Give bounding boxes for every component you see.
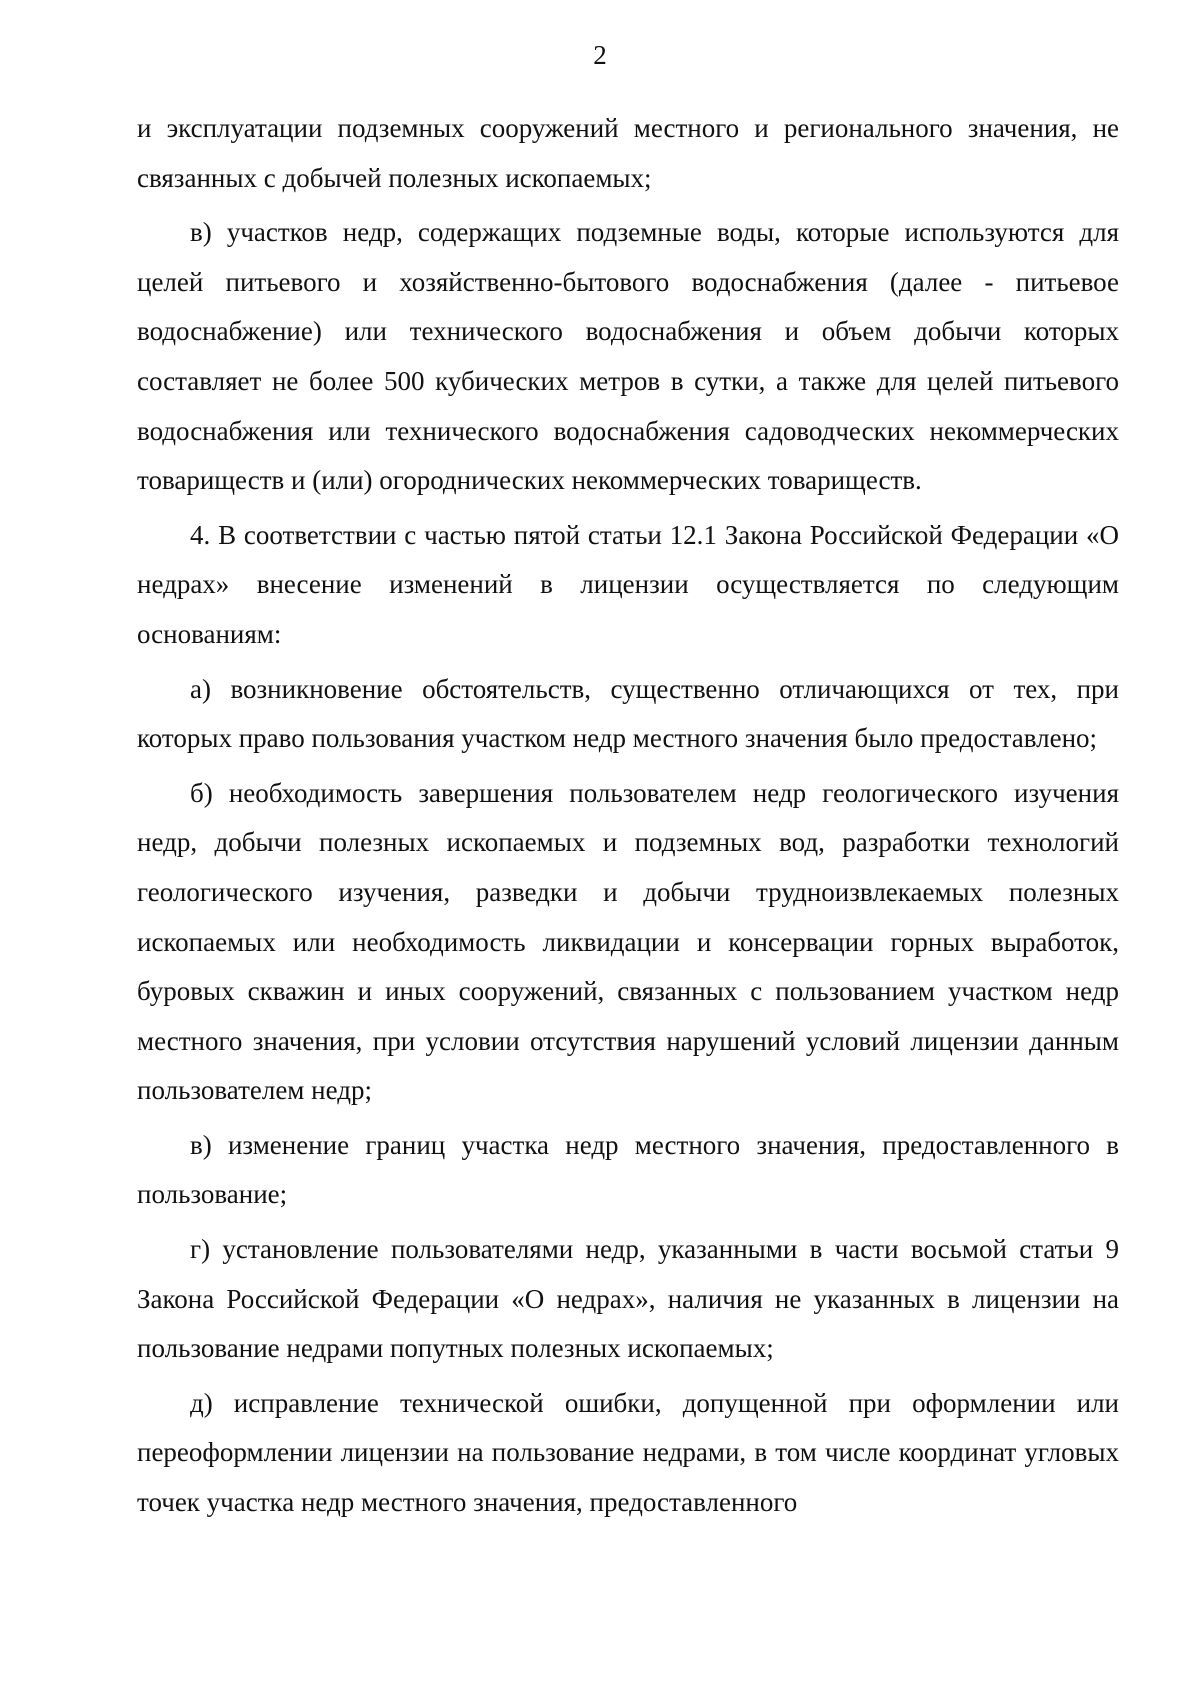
paragraph-item-v-boundaries: в) изменение границ участка недр местного значения, предоставленного в пользование; bbox=[137, 1129, 1119, 1210]
paragraph-item-d: д) исправление технической ошибки, допущенной при оформлении или переоформлении лицензии на пользование недрами, в том числе координат угловых точек участка недр местного значения, предоставленного bbox=[137, 1387, 1119, 1518]
page-number: 2 bbox=[593, 40, 607, 70]
paragraph-item-v-underground-water: в) участков недр, содержащих подземные воды, которые используются для целей питьевого и хозяйственно-бытового водоснабжения (далее - питьевое водоснабжение) или технического водоснабжения и объем добычи которых составляет не более 500 кубических метров в сутки, а также для целей питьевого водоснабжения или технического водоснабжения садоводческих некоммерческих товариществ и (или) огороднических некоммерческих товариществ. bbox=[137, 217, 1119, 496]
paragraph-item-a: а) возникновение обстоятельств, существенно отличающихся от тех, при которых право пользования участком недр местного значения было предоставлено; bbox=[137, 673, 1119, 754]
paragraph-section-4: 4. В соответствии с частью пятой статьи 12.1 Закона Российской Федерации «О недрах» внесение изменений в лицензии осуществляется по следующим основаниям: bbox=[137, 519, 1119, 649]
paragraph-continuation: и эксплуатации подземных сооружений местного и регионального значения, не связанных с добычей полезных ископаемых; bbox=[137, 113, 1119, 193]
document-body bbox=[137, 104, 1119, 1533]
paragraph-item-g: г) установление пользователями недр, указанными в части восьмой статьи 9 Закона Российской Федерации «О недрах», наличия не указанных в лицензии на пользование недрами попутных полезных ископаемых; bbox=[137, 1234, 1119, 1364]
paragraph-item-b: б) необходимость завершения пользователем недр геологического изучения недр, добычи полезных ископаемых и подземных вод, разработки технологий геологического изучения, разведки и добычи трудноизвлекаемых полезных ископаемых или необходимость ликвидации и консервации горных выработок, буровых скважин и иных сооружений, связанных с пользованием участком недр местного значения, при условии отсутствия нарушений условий лицензии данным пользователем недр; bbox=[137, 777, 1119, 1106]
